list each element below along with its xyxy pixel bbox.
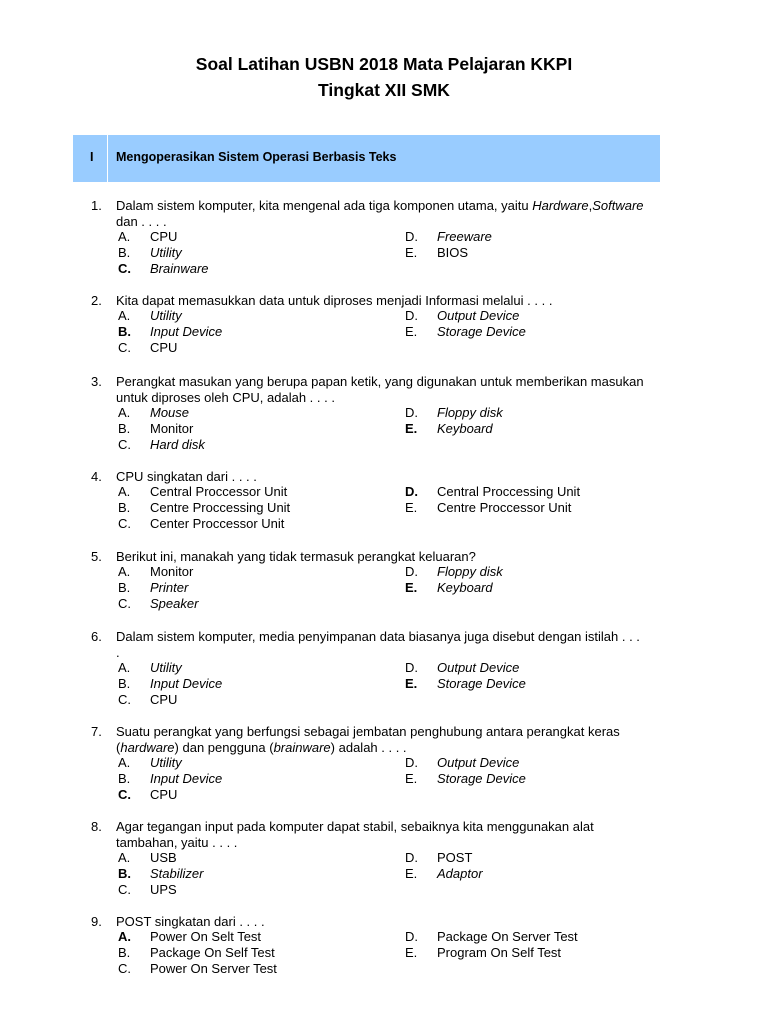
option-value: Mouse xyxy=(150,405,190,420)
option-value: Keyboard xyxy=(437,421,493,436)
question-text xyxy=(116,374,646,406)
option-key: B. xyxy=(118,421,131,436)
section-divider xyxy=(107,135,108,182)
option-key: C. xyxy=(118,340,131,355)
option-value: Monitor xyxy=(150,564,194,579)
option-key: E. xyxy=(405,245,418,260)
option-key: C. xyxy=(118,516,131,531)
option-value: Speaker xyxy=(150,596,199,611)
option-value: Output Device xyxy=(437,308,520,323)
option-key: B. xyxy=(118,245,131,260)
question-number: 9. xyxy=(91,914,102,929)
option-key: B. xyxy=(118,580,131,595)
option-value: Storage Device xyxy=(437,676,526,691)
question-text-segment: Hardware xyxy=(532,198,589,213)
question-number: 6. xyxy=(91,629,102,644)
option-key: A. xyxy=(118,229,131,244)
option-value: Central Proccessor Unit xyxy=(150,484,288,499)
option-key: A. xyxy=(118,929,131,944)
question-text-segment: brainware xyxy=(273,740,331,755)
option-value: CPU xyxy=(150,229,178,244)
question-text-segment: Dalam sistem komputer, media penyimpanan data biasanya juga disebut dengan istilah . . . . xyxy=(116,629,640,660)
question-text-segment: Agar tegangan input pada komputer dapat stabil, sebaiknya kita menggunakan alat tambahan, yaitu . . . . xyxy=(116,819,594,850)
option-key: A. xyxy=(118,405,131,420)
option-key: E. xyxy=(405,500,418,515)
option-value: Power On Selt Test xyxy=(150,929,262,944)
option-key: A. xyxy=(118,484,131,499)
option-value: Utility xyxy=(150,308,182,323)
question-text xyxy=(116,914,646,930)
question-text xyxy=(116,549,646,565)
option-value: Output Device xyxy=(437,660,520,675)
option-key: D. xyxy=(405,484,418,499)
option-key: C. xyxy=(118,596,131,611)
question-text-segment: Berikut ini, manakah yang tidak termasuk perangkat keluaran? xyxy=(116,549,476,564)
option-value: Stabilizer xyxy=(150,866,204,881)
option-value: Storage Device xyxy=(437,324,526,339)
question-text-segment: dan . . . . xyxy=(116,214,167,229)
option-value: Utility xyxy=(150,245,182,260)
question-text-segment: Software xyxy=(592,198,644,213)
option-value: Input Device xyxy=(150,771,223,786)
option-value: BIOS xyxy=(437,245,469,260)
option-key: A. xyxy=(118,850,131,865)
option-key: B. xyxy=(118,866,131,881)
question-number: 8. xyxy=(91,819,102,834)
question-text-segment: ) dan pengguna ( xyxy=(174,740,274,755)
option-value: UPS xyxy=(150,882,177,897)
question-text-segment: Dalam sistem komputer, kita mengenal ada tiga komponen utama, yaitu xyxy=(116,198,533,213)
option-value: Centre Proccessor Unit xyxy=(437,500,572,515)
option-key: A. xyxy=(118,660,131,675)
question-text-segment: Perangkat masukan yang berupa papan ketik, yang digunakan untuk memberikan masukan untuk diproses oleh CPU, adalah . . . . xyxy=(116,374,644,405)
option-value: Brainware xyxy=(150,261,209,276)
option-key: D. xyxy=(405,564,418,579)
page-subtitle: Tingkat XII SMK xyxy=(318,80,450,100)
option-key: D. xyxy=(405,405,418,420)
option-value: Utility xyxy=(150,660,182,675)
option-key: D. xyxy=(405,850,418,865)
option-key: D. xyxy=(405,660,418,675)
option-value: USB xyxy=(150,850,177,865)
option-value: Hard disk xyxy=(150,437,205,452)
question-text xyxy=(116,629,646,661)
option-key: E. xyxy=(405,421,418,436)
option-key: A. xyxy=(118,564,131,579)
option-key: B. xyxy=(118,945,131,960)
option-key: B. xyxy=(118,500,131,515)
option-value: Keyboard xyxy=(437,580,493,595)
page-title: Soal Latihan USBN 2018 Mata Pelajaran KKPI xyxy=(195,54,573,74)
option-key: B. xyxy=(118,771,131,786)
option-key: C. xyxy=(118,437,131,452)
option-key: C. xyxy=(118,787,131,802)
question-number: 2. xyxy=(91,293,102,308)
section-header xyxy=(73,135,660,182)
option-key: D. xyxy=(405,755,418,770)
question-text-segment: , xyxy=(588,198,593,213)
question-text-segment: Kita dapat memasukkan data untuk diproses menjadi Informasi melalui . . . . xyxy=(116,293,553,308)
question-text-segment: Suatu perangkat yang berfungsi sebagai jembatan penghubung antara perangkat keras ( xyxy=(116,724,620,755)
option-value: Storage Device xyxy=(437,771,526,786)
option-value: Package On Server Test xyxy=(437,929,578,944)
option-key: D. xyxy=(405,229,418,244)
option-key: C. xyxy=(118,692,131,707)
question-text-segment: ) adalah . . . . xyxy=(330,740,407,755)
option-value: CPU xyxy=(150,340,178,355)
option-key: E. xyxy=(405,324,418,339)
question-text xyxy=(116,293,646,309)
option-value: Center Proccessor Unit xyxy=(150,516,285,531)
option-key: C. xyxy=(118,261,131,276)
option-key: E. xyxy=(405,866,418,881)
option-key: B. xyxy=(118,324,131,339)
option-key: D. xyxy=(405,308,418,323)
option-value: CPU xyxy=(150,692,178,707)
question-text xyxy=(116,469,646,485)
option-key: E. xyxy=(405,676,418,691)
option-value: Utility xyxy=(150,755,182,770)
option-value: Input Device xyxy=(150,324,223,339)
question-number: 5. xyxy=(91,549,102,564)
option-value: Monitor xyxy=(150,421,194,436)
option-value: CPU xyxy=(150,787,178,802)
option-value: Program On Self Test xyxy=(437,945,562,960)
option-value: Freeware xyxy=(437,229,492,244)
option-value: Adaptor xyxy=(437,866,483,881)
option-value: Output Device xyxy=(437,755,520,770)
option-key: E. xyxy=(405,945,418,960)
question-text-segment: CPU singkatan dari . . . . xyxy=(116,469,257,484)
question-text-segment: hardware xyxy=(120,740,175,755)
option-value: Centre Proccessing Unit xyxy=(150,500,291,515)
question-number: 1. xyxy=(91,198,102,213)
question-text xyxy=(116,724,646,756)
question-text-segment: POST singkatan dari . . . . xyxy=(116,914,265,929)
option-key: A. xyxy=(118,755,131,770)
option-key: E. xyxy=(405,771,418,786)
section-number: I xyxy=(90,150,94,164)
question-text xyxy=(116,819,646,851)
option-value: Package On Self Test xyxy=(150,945,275,960)
option-key: E. xyxy=(405,580,418,595)
option-key: C. xyxy=(118,882,131,897)
question-number: 4. xyxy=(91,469,102,484)
question-number: 7. xyxy=(91,724,102,739)
option-key: A. xyxy=(118,308,131,323)
option-value: Floppy disk xyxy=(437,564,503,579)
option-key: B. xyxy=(118,676,131,691)
question-number: 3. xyxy=(91,374,102,389)
option-value: Power On Server Test xyxy=(150,961,277,976)
option-value: Floppy disk xyxy=(437,405,503,420)
question-text xyxy=(116,198,646,230)
option-key: D. xyxy=(405,929,418,944)
option-value: POST xyxy=(437,850,473,865)
option-value: Central Proccessing Unit xyxy=(437,484,581,499)
section-title: Mengoperasikan Sistem Operasi Berbasis Teks xyxy=(116,150,397,164)
option-key: C. xyxy=(118,961,131,976)
option-value: Printer xyxy=(150,580,189,595)
option-value: Input Device xyxy=(150,676,223,691)
